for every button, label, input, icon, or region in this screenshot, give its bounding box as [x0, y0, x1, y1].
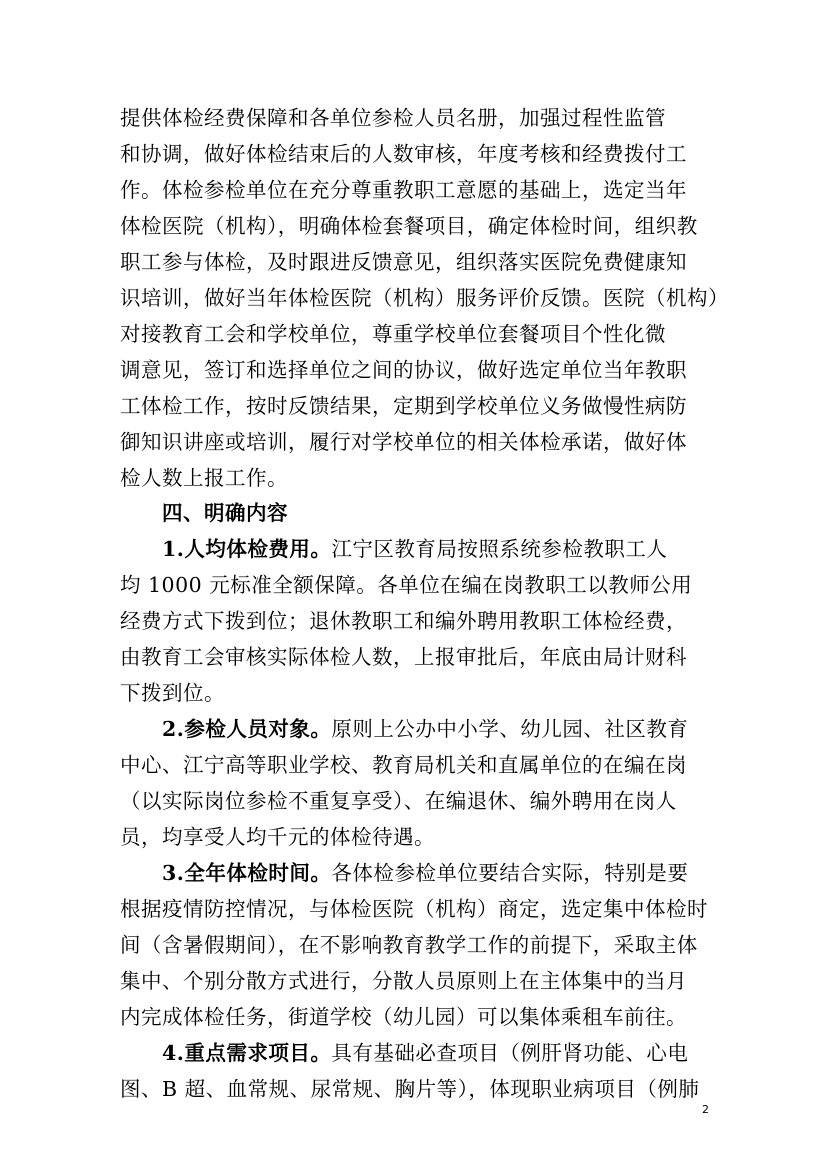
- item-line: [162, 858, 737, 888]
- item-title: 3.全年体检时间。: [162, 861, 332, 885]
- body-line: 提供体检经费保障和各单位参检人员名册，加强过程性监管: [120, 106, 666, 130]
- body-line: 调意见，签订和选择单位之间的协议，做好选定单位当年教职: [120, 358, 687, 382]
- body-line: （以实际岗位参检不重复享受）、在编退休、编外聘用在岗人: [120, 789, 677, 813]
- item-text: 具有基础必查项目（例肝肾功能、心电: [331, 1041, 689, 1065]
- body-line: 图、B 超、血常规、尿常规、胸片等），体现职业病项目（例肺: [120, 1077, 700, 1101]
- item-title: 2.参检人员对象。: [162, 717, 332, 741]
- item-title: 4.重点需求项目。: [162, 1041, 332, 1065]
- body-line: 体检医院（机构），明确体检套餐项目，确定体检时间，组织教: [120, 214, 698, 238]
- body-line: 由教育工会审核实际体检人数，上报审批后，年底由局计财科: [120, 645, 687, 669]
- body-line: 中心、江宁高等职业学校、教育局机关和直属单位的在编在岗: [120, 753, 687, 777]
- body-line: 识培训，做好当年体检医院（机构）服务评价反馈。医院（机构）: [120, 286, 729, 310]
- item-title: 1.人均体检费用。: [162, 537, 332, 561]
- item-text: 各体检参检单位要结合实际，特别是要: [331, 861, 689, 885]
- body-line: 工体检工作，按时反馈结果，定期到学校单位义务做慢性病防: [120, 394, 687, 418]
- body-line: 经费方式下拨到位；退休教职工和编外聘用教职工体检经费，: [120, 609, 687, 633]
- body-line: 作。体检参检单位在充分尊重教职工意愿的基础上，选定当年: [120, 178, 687, 202]
- body-line: 根据疫情防控情况，与体检医院（机构）商定，选定集中体检时: [120, 897, 708, 921]
- item-line: [162, 714, 737, 744]
- section-heading: 四、明确内容: [162, 501, 288, 525]
- body-line: 职工参与体检，及时跟进反馈意见，组织落实医院免费健康知: [120, 250, 687, 274]
- item-text: 原则上公办中小学、幼儿园、社区教育: [331, 717, 689, 741]
- item-line: [162, 534, 737, 564]
- body-line: 内完成体检任务，街道学校（幼儿园）可以集体乘租车前往。: [120, 1005, 687, 1029]
- item-line: [162, 1038, 737, 1068]
- body-line: 下拨到位。: [120, 681, 225, 705]
- body-line: 间（含暑假期间），在不影响教育教学工作的前提下，采取主体: [120, 933, 698, 957]
- body-line: 检人数上报工作。: [120, 466, 288, 490]
- body-line: 集中、个别分散方式进行，分散人员原则上在主体集中的当月: [120, 969, 687, 993]
- body-line: 和协调，做好体检结束后的人数审核，年度考核和经费拨付工: [120, 142, 687, 166]
- body-line: 均 1000 元标准全额保障。各单位在编在岗教职工以教师公用: [120, 573, 693, 597]
- page-number: 2: [702, 1103, 709, 1116]
- body-line: 员，均享受人均千元的体检待遇。: [120, 825, 435, 849]
- item-text: 江宁区教育局按照系统参检教职工人: [331, 537, 668, 561]
- body-line: 御知识讲座或培训，履行对学校单位的相关体检承诺，做好体: [120, 430, 687, 454]
- body-line: 对接教育工会和学校单位，尊重学校单位套餐项目个性化微: [120, 322, 666, 346]
